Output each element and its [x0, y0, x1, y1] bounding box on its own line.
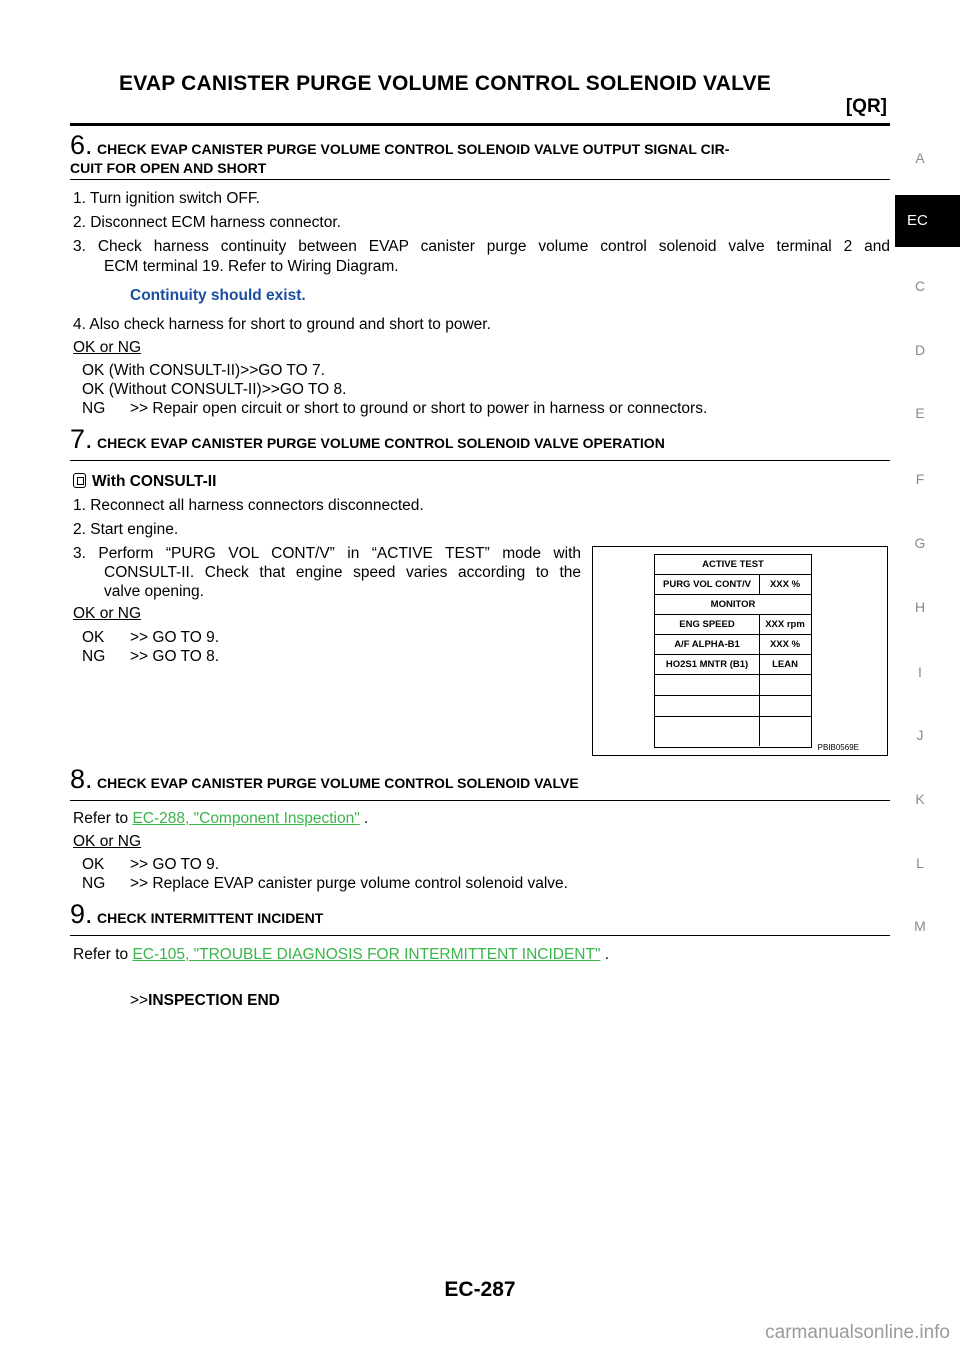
- monitor-item-value: XXX %: [769, 639, 801, 650]
- step-6-item-2: 2. Disconnect ECM harness connector.: [73, 214, 341, 231]
- step-6-item-3: 3. Check harness continuity between EVAP canister purge volume control solenoid valve terminal 2 and: [73, 238, 890, 255]
- result-ok-no-consult: OK (Without CONSULT-II)>>GO TO 8.: [82, 381, 347, 398]
- test-item-value: XXX %: [769, 579, 801, 590]
- step-6-item-4: 4. Also check harness for short to ground and short to power.: [73, 316, 491, 333]
- inspection-end: [130, 990, 280, 1011]
- step-9-heading: [70, 899, 890, 930]
- cell-divider: [759, 615, 760, 746]
- test-item-name: PURG VOL CONT/V: [663, 579, 751, 590]
- ok-or-ng-label: OK or NG: [73, 339, 142, 356]
- monitor-item-name: ENG SPEED: [679, 619, 735, 630]
- side-index-a[interactable]: A: [915, 150, 925, 166]
- step-6-heading: [70, 130, 890, 161]
- divider: [70, 800, 890, 801]
- divider: [70, 935, 890, 936]
- table-row-empty: [655, 696, 811, 717]
- ok-or-ng-label: OK or NG: [73, 833, 142, 850]
- intermittent-incident-link[interactable]: EC-105, "TROUBLE DIAGNOSIS FOR INTERMITTENT INCIDENT": [132, 946, 601, 963]
- side-index-d[interactable]: D: [914, 342, 926, 358]
- side-index-g[interactable]: G: [914, 535, 926, 551]
- header-rule: [70, 123, 890, 126]
- refer-suffix: .: [359, 810, 369, 827]
- step-7-heading: [70, 424, 890, 455]
- result-ok-text: >> GO TO 9.: [130, 629, 220, 646]
- step-number: 6.: [70, 130, 93, 160]
- step-7-item-3: 3. Perform “PURG VOL CONT/V” in “ACTIVE TEST” mode with: [73, 545, 581, 562]
- side-index-ec-active[interactable]: EC: [895, 195, 960, 247]
- result-ng-text: >> GO TO 8.: [130, 648, 220, 665]
- ok-or-ng-label: OK or NG: [73, 605, 142, 622]
- monitor-header: MONITOR: [710, 599, 756, 610]
- result-ng-label: NG: [82, 875, 106, 892]
- consult-note: [73, 471, 216, 492]
- step-8-heading: [70, 764, 890, 795]
- step-7-item-2: 2. Start engine.: [73, 521, 179, 538]
- monitor-item-name: A/F ALPHA-B1: [674, 639, 740, 650]
- result-ok-text: >> GO TO 9.: [130, 856, 220, 873]
- table-row-empty: [655, 717, 811, 738]
- table-row: [655, 615, 811, 635]
- divider: [70, 460, 890, 461]
- divider: [70, 179, 890, 180]
- result-ok-label: OK: [82, 856, 105, 873]
- side-index-l[interactable]: L: [916, 855, 924, 871]
- component-inspection-link[interactable]: EC-288, "Component Inspection": [132, 810, 360, 827]
- step-7-item-3-cont: CONSULT-II. Check that engine speed varies according to the: [104, 564, 581, 581]
- side-index-h[interactable]: H: [914, 599, 926, 615]
- step-title: CHECK EVAP CANISTER PURGE VOLUME CONTROL SOLENOID VALVE OUTPUT SIGNAL CIR-: [96, 141, 730, 157]
- active-test-figure: [592, 546, 888, 756]
- figure-code: PBIB0569E: [817, 743, 859, 752]
- spec-continuity: Continuity should exist.: [130, 287, 306, 304]
- watermark: carmanualsonline.info: [765, 1322, 950, 1343]
- result-arrow: >>: [130, 992, 149, 1009]
- step-6-item-1: 1. Turn ignition switch OFF.: [73, 190, 260, 207]
- page-number: EC-287: [444, 1278, 516, 1301]
- result-ng-text: >> Replace EVAP canister purge volume control solenoid valve.: [130, 875, 568, 892]
- result-ng-label: NG: [82, 400, 106, 417]
- step-title: CHECK EVAP CANISTER PURGE VOLUME CONTROL SOLENOID VALVE OPERATION: [96, 435, 665, 451]
- result-ok-consult: OK (With CONSULT-II)>>GO TO 7.: [82, 362, 325, 379]
- step-8-refer: [73, 808, 368, 829]
- step-title: CHECK EVAP CANISTER PURGE VOLUME CONTROL SOLENOID VALVE: [96, 775, 579, 791]
- side-index-f[interactable]: F: [915, 471, 925, 487]
- table-row: [655, 575, 811, 595]
- consult-label: With CONSULT-II: [92, 473, 217, 490]
- page-title: EVAP CANISTER PURGE VOLUME CONTROL SOLENOID VALVE: [119, 72, 771, 95]
- table-row-empty: [655, 675, 811, 696]
- step-number: 8.: [70, 764, 93, 794]
- inspection-end-label: INSPECTION END: [148, 992, 280, 1009]
- side-index-k[interactable]: K: [915, 791, 925, 807]
- table-row: [655, 655, 811, 675]
- refer-prefix: Refer to: [73, 946, 133, 963]
- active-test-header: ACTIVE TEST: [702, 559, 764, 570]
- cell-divider: [759, 575, 760, 595]
- table-row: [655, 595, 811, 615]
- monitor-item-value: XXX rpm: [765, 619, 805, 630]
- consult-screen-table: [654, 554, 812, 748]
- step-9-refer: [73, 944, 609, 965]
- table-header-row: [655, 555, 811, 575]
- side-index-m[interactable]: M: [914, 918, 926, 934]
- side-index-c[interactable]: C: [914, 278, 926, 294]
- step-number: 7.: [70, 424, 93, 454]
- step-7-item-1: 1. Reconnect all harness connectors disconnected.: [73, 497, 424, 514]
- refer-prefix: Refer to: [73, 810, 133, 827]
- step-title: CHECK INTERMITTENT INCIDENT: [96, 910, 324, 926]
- result-ng-label: NG: [82, 648, 106, 665]
- side-index-e[interactable]: E: [915, 405, 925, 421]
- monitor-item-value: LEAN: [772, 659, 798, 670]
- table-row: [655, 635, 811, 655]
- result-ok-label: OK: [82, 629, 105, 646]
- step-6-item-3-cont: ECM terminal 19. Refer to Wiring Diagram.: [104, 258, 399, 275]
- result-ng-text: >> Repair open circuit or short to ground or short to power in harness or connectors.: [130, 400, 708, 417]
- step-number: 9.: [70, 899, 93, 929]
- step-7-item-3-cont2: valve opening.: [104, 583, 204, 600]
- engine-variant: [QR]: [845, 96, 887, 117]
- refer-suffix: .: [600, 946, 610, 963]
- side-index-j[interactable]: J: [916, 727, 924, 743]
- monitor-item-name: HO2S1 MNTR (B1): [665, 659, 749, 670]
- consult-tester-icon: [73, 473, 86, 488]
- step-6-title-cont: CUIT FOR OPEN AND SHORT: [70, 160, 267, 176]
- side-index-i[interactable]: I: [918, 664, 922, 680]
